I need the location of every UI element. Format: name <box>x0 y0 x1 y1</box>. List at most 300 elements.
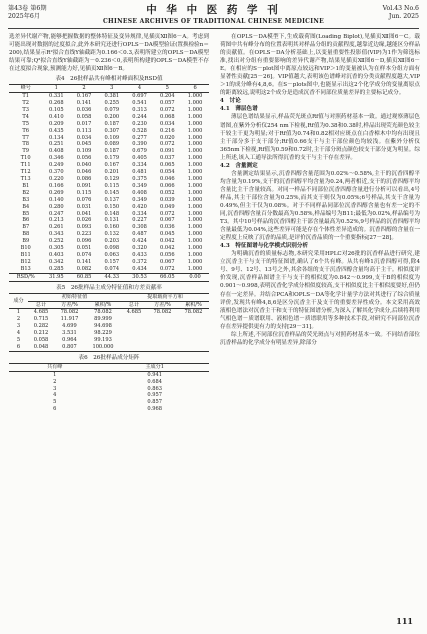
table-cell: 0.093 <box>76 224 92 231</box>
table-cell: 0.372 <box>132 258 147 265</box>
table-cell: RSD/% <box>16 273 35 280</box>
table5-subheader-row <box>9 301 209 309</box>
table-row <box>9 259 209 266</box>
body-paragraph: 薄层色谱结果显示,样品荧光斑点Rf值与对照药材基本一致。通过观察薄层色谱图,在紫外分析仪254 nm下检视,Rf值为0.38和0.38时,样品出现荧光颜色较主干较主干更为明显;对于Rf值为0.74和0.82相对应斑点在白香樟木中均有出现且主干部分多于支干部分;Rf值0.66支干与主干部位颜色均较浅。在紫外分析仪365nm下检视,Rf值为0.59和0.72时,主干部分斑点颜色较支干部分更为明显。综上所述,该入工通导法所得沉香的支干与主干存在差异。 <box>220 114 420 161</box>
table-cell <box>147 330 178 337</box>
table-cell: 0.331 <box>48 93 64 100</box>
table-cell: 0.141 <box>76 100 92 107</box>
journal-title-en: CHINESE ARCHIVES OF TRADITIONAL CHINESE MEDICINE <box>102 18 325 25</box>
table-cell: 0.223 <box>76 231 92 238</box>
table6-header-row <box>9 363 209 371</box>
table-cell: 1 <box>53 371 57 378</box>
table-cell: 0.082 <box>76 265 92 272</box>
table-cell: 0.209 <box>48 120 64 127</box>
table-cell: B1 <box>22 182 30 189</box>
table-cell: 0.307 <box>104 127 120 134</box>
table-cell <box>121 344 147 351</box>
table-cell: 0.408 <box>48 148 64 155</box>
table-cell: 4.685 <box>33 309 49 316</box>
table-cell: 0.113 <box>76 127 92 134</box>
table-row <box>9 309 209 316</box>
table-row <box>9 128 209 135</box>
table-row <box>9 323 209 330</box>
table-cell: 0.346 <box>48 155 64 162</box>
table-cell <box>121 330 147 337</box>
table-row <box>9 231 209 238</box>
date-cn: 2025年6月 <box>8 13 41 20</box>
table-cell: 0.052 <box>159 189 175 196</box>
table-cell: 0.285 <box>48 265 64 272</box>
table-cell: 0.045 <box>76 141 92 148</box>
table-cell: 0.063 <box>104 251 120 258</box>
table-cell: 0.020 <box>159 134 175 141</box>
table-header-cell: 6 <box>193 85 197 92</box>
table-cell: 0.076 <box>76 196 92 203</box>
table-cell: 0.212 <box>33 330 49 337</box>
table4 <box>9 84 209 281</box>
table-cell: 0.137 <box>104 196 120 203</box>
table-cell <box>147 337 178 344</box>
table-cell: B10 <box>20 245 31 252</box>
table-cell: 0.343 <box>48 231 64 238</box>
table-cell: 0.098 <box>104 245 120 252</box>
table-row <box>9 266 209 273</box>
table-cell: 0.187 <box>104 120 120 127</box>
table-cell: 0.056 <box>76 155 92 162</box>
table-cell: 0.334 <box>132 210 147 217</box>
table-cell: T7 <box>22 134 30 141</box>
table-row <box>9 121 209 128</box>
table-cell: 0.045 <box>159 231 175 238</box>
table-cell: 0.216 <box>159 127 175 134</box>
table-cell: 2 <box>53 378 57 385</box>
table-cell: 1.000 <box>187 196 203 203</box>
table-cell: T6 <box>22 127 30 134</box>
table-cell: 0.268 <box>48 100 64 107</box>
table-cell: 0.247 <box>48 210 64 217</box>
left-column <box>9 33 209 413</box>
table-cell: 1.000 <box>187 182 203 189</box>
table-cell: 0.964 <box>62 337 77 344</box>
table-header-cell: 4 <box>137 85 142 92</box>
journal-title-cn: 中 华 中 医 药 学 刊 <box>146 4 281 16</box>
table-cell <box>178 344 209 351</box>
table-cell: 0.089 <box>104 141 120 148</box>
table-cell: 0.403 <box>48 251 64 258</box>
table-cell: 0.375 <box>132 176 147 183</box>
body-paragraph: 综上所述,不同部位沉香样品的荧光斑点与对照药材基本一致。不同结香部位沉香样品的化学成分有明显差异,除部分 <box>220 331 420 346</box>
table-cell: 0.204 <box>159 93 175 100</box>
table-cell: 0.528 <box>132 127 147 134</box>
date-en: Jun. 2025 <box>388 13 419 20</box>
table5 <box>9 293 209 352</box>
table-cell: 1.000 <box>187 120 203 127</box>
table-cell: 2 <box>16 316 21 323</box>
table-cell: 0.220 <box>48 176 64 183</box>
table-cell: 0.017 <box>76 120 92 127</box>
table-cell <box>178 330 209 337</box>
table-cell: 99.193 <box>94 337 112 344</box>
table-cell: 0.040 <box>76 162 92 169</box>
table-row <box>9 392 209 399</box>
table-cell <box>121 337 147 344</box>
table-cell: 44.33 <box>104 273 120 280</box>
table-cell: 0.481 <box>132 169 147 176</box>
table-cell: 1.000 <box>187 245 203 252</box>
table-cell: 0.057 <box>159 100 175 107</box>
body-paragraph: 含量测定结果显示,沉香四醇含量范围为0.02%～0.58%,主干的沉香四醇平均含量为0.19%,支干的沉香四醇平均含量为0.24,两者相近,支干的沉香四醇平均含量比主干含量较高。对同一样品不同部位沉香四醇含量进行分析可以看出,4号样品,其主干部位含量为0.25%,而其支干则仅为0.05%;6号样品,其支干含量为0.49%,但主干仅为0.08%。对于不同样品同部位沉香四醇含量也有差一定的不同,沉香四醇含量百分数最高为0.58%,样品编号为B11;最低为0.02%,样品编号为T3。其中10号样品的沉香四醇主干部含量最高为0.52%,9号样品的沉香四醇平均含量最低为0.04%,这些差异可能是存在个体性差异造成的。沉香四醇的含量在一定程度上反映了沉香的品质,是评价沉香品质的一个重要指标[27－28]。 <box>220 170 420 242</box>
table-cell: 78.082 <box>153 309 172 316</box>
table-cell: 1.000 <box>187 169 203 176</box>
table-cell: 0.381 <box>104 93 120 100</box>
table-cell: 0.140 <box>48 196 64 203</box>
table-header-cell: 共有峰 <box>47 363 63 370</box>
table-cell: 78.082 <box>60 309 79 316</box>
table-cell: 0.166 <box>48 182 64 189</box>
table-cell: 0.957 <box>147 392 163 399</box>
table-cell: 0.715 <box>33 316 49 323</box>
table-cell: 30.53 <box>132 273 147 280</box>
table-cell: 0.072 <box>159 210 175 217</box>
table-cell: 66.05 <box>159 273 175 280</box>
table-row <box>9 176 209 183</box>
table-cell: 98.229 <box>94 330 112 337</box>
table-cell: 0.091 <box>159 148 175 155</box>
table-row <box>9 337 209 344</box>
table-cell: B3 <box>22 196 30 203</box>
table-cell: 0.034 <box>76 134 92 141</box>
table-cell: 0.684 <box>147 378 163 385</box>
table-cell: 94.698 <box>94 323 112 330</box>
table-header-cell: 总计 <box>35 301 47 308</box>
table-cell: 0.405 <box>132 155 147 162</box>
table-cell: 6 <box>53 406 57 413</box>
volume-issue-en: Vol.43 No.6 <box>382 5 419 12</box>
subsection-heading: 4.2 含量测定 <box>220 162 258 169</box>
table-cell <box>121 323 147 330</box>
table6 <box>9 363 209 413</box>
table-cell: T5 <box>22 120 30 127</box>
table-cell: 78.082 <box>184 309 203 316</box>
section-heading: 4 讨论 <box>220 98 241 105</box>
table-cell: 0.227 <box>132 217 147 224</box>
table-cell: 89.999 <box>94 316 112 323</box>
table-cell: 1.000 <box>187 176 203 183</box>
table-cell <box>178 337 209 344</box>
table-cell: 0.134 <box>48 134 64 141</box>
table-cell: 0.036 <box>159 224 175 231</box>
table-cell: 0.349 <box>132 196 147 203</box>
table-cell: B12 <box>20 258 31 265</box>
table-cell: 1.000 <box>187 231 203 238</box>
table-cell: 0.313 <box>132 106 147 113</box>
table-cell: B11 <box>20 251 31 258</box>
table-cell: 1.000 <box>187 155 203 162</box>
table-cell: 0.679 <box>132 148 147 155</box>
table-cell <box>147 323 178 330</box>
table-header-cell: 2 <box>82 85 86 92</box>
table-cell: 0.145 <box>104 189 120 196</box>
table-cell: 1.000 <box>187 203 203 210</box>
table-row <box>9 330 209 337</box>
table-cell: 0.041 <box>76 210 92 217</box>
table-row <box>9 252 209 259</box>
table-cell: 0.066 <box>159 182 175 189</box>
table-cell: 0.036 <box>76 106 92 113</box>
table-cell: 1.000 <box>187 258 203 265</box>
table-cell: 1.000 <box>187 217 203 224</box>
table5-group2-header: 提取载荷平方和 <box>121 293 209 301</box>
table-cell <box>178 316 209 323</box>
table-cell: 0.200 <box>104 113 120 120</box>
table-row <box>9 245 209 252</box>
page-number: 111 <box>396 616 413 626</box>
table-cell: 0.370 <box>48 169 64 176</box>
table-cell: 0.390 <box>132 141 147 148</box>
table-cell: 78.082 <box>94 309 112 316</box>
table-cell: 100.000 <box>92 343 114 350</box>
table-cell: 0.187 <box>104 148 120 155</box>
table-cell: 0.068 <box>159 113 175 120</box>
table-cell: 0.342 <box>48 258 64 265</box>
table-cell: T10 <box>20 155 31 162</box>
table-row <box>9 344 209 351</box>
table-cell: 1.000 <box>187 162 203 169</box>
table-cell <box>178 323 209 330</box>
table-cell: 0.435 <box>48 127 64 134</box>
table-header-cell: 3 <box>110 85 114 92</box>
table-cell: 4 <box>16 330 21 337</box>
table-row <box>9 148 209 155</box>
table5-label-header: 成分 <box>9 293 28 309</box>
table-cell: 0.042 <box>159 238 175 245</box>
table-cell: 0.131 <box>104 217 120 224</box>
table-cell: 0.031 <box>76 203 92 210</box>
table-cell: 0.067 <box>159 258 175 265</box>
table-row <box>9 386 209 393</box>
table-cell: 0.141 <box>76 258 92 265</box>
table-header-cell: 1 <box>54 85 58 92</box>
table-cell: 1.000 <box>187 100 203 107</box>
table-header-cell: 峰号 <box>20 85 31 92</box>
table-cell: 0.067 <box>159 217 175 224</box>
table-row <box>9 100 209 107</box>
table-cell: 0.148 <box>104 210 120 217</box>
table-cell: T1 <box>22 93 30 100</box>
table-row <box>9 371 209 378</box>
table-cell: 0.132 <box>104 231 120 238</box>
table-cell <box>147 316 178 323</box>
table-cell: 1.000 <box>187 238 203 245</box>
table-cell: 0.213 <box>48 217 64 224</box>
table-row <box>9 162 209 169</box>
table-cell: 0.051 <box>76 245 92 252</box>
table-cell: 0.026 <box>76 217 92 224</box>
table-cell: 0.046 <box>76 169 92 176</box>
table-cell <box>147 344 178 351</box>
table-cell: 0.039 <box>159 196 175 203</box>
table-cell: 0.056 <box>159 251 175 258</box>
table-cell: 1.000 <box>187 134 203 141</box>
table-row <box>9 114 209 121</box>
volume-issue-cn: 第43卷 第6期 <box>8 5 47 12</box>
table-cell: B13 <box>20 265 31 272</box>
table6-caption: 表6 26批样品成分矩阵 <box>78 354 140 361</box>
table-cell: 0.424 <box>132 238 147 245</box>
table-cell: 0.167 <box>76 93 92 100</box>
table-cell: 0.058 <box>76 113 92 120</box>
subsection-heading: 4.1 薄层色谱 <box>220 106 258 113</box>
table-cell: 0.037 <box>159 155 175 162</box>
table-cell: 0.079 <box>104 106 120 113</box>
table-cell: T2 <box>22 100 30 107</box>
table-cell: 0.042 <box>159 245 175 252</box>
table-row <box>9 204 209 211</box>
header-rule <box>8 28 419 29</box>
table-row <box>9 190 209 197</box>
table-cell: 0.277 <box>132 134 147 141</box>
table-cell: 3 <box>16 323 21 330</box>
table-cell: 0.074 <box>76 251 92 258</box>
table-cell: 0.157 <box>104 258 120 265</box>
table-row <box>9 238 209 245</box>
table-cell: T8 <box>22 141 30 148</box>
table-cell: 0.434 <box>132 265 147 272</box>
table-cell: 0.203 <box>104 238 120 245</box>
table-cell: 0.115 <box>76 189 92 196</box>
table-cell: B4 <box>22 203 30 210</box>
table-cell: 0.941 <box>147 371 163 378</box>
table-row <box>9 217 209 224</box>
table-cell: 0.096 <box>76 238 92 245</box>
table-cell: 0.058 <box>33 337 49 344</box>
table-row <box>9 169 209 176</box>
table-cell: 0.065 <box>159 162 175 169</box>
table4-caption: 表4 26批样品共有峰相对峰面积及RSD值 <box>55 76 163 83</box>
table-cell: 0.230 <box>132 120 147 127</box>
table-row <box>9 224 209 231</box>
table-header-cell: 累积/% <box>94 301 112 308</box>
table-cell: 0.968 <box>147 406 163 413</box>
table-cell: 0.305 <box>48 245 64 252</box>
table-cell: 0.129 <box>104 176 120 183</box>
table-header-cell: 方差/% <box>154 301 171 308</box>
table-cell: 0.408 <box>132 189 147 196</box>
right-column <box>220 33 420 347</box>
table-cell: 0.334 <box>132 162 147 169</box>
table5-caption: 表5 26批样品主成分特征值和方差贡献率 <box>56 284 162 291</box>
table-row <box>9 406 209 413</box>
table-row <box>9 316 209 323</box>
table-cell: 1.000 <box>187 113 203 120</box>
table-row <box>9 399 209 406</box>
table-header-cell: 总计 <box>128 301 140 308</box>
table-cell: 11.917 <box>60 316 79 323</box>
table-cell: 1.000 <box>187 106 203 113</box>
table-cell: 0.091 <box>76 182 92 189</box>
table-cell: 0.072 <box>159 265 175 272</box>
table-cell: 0.433 <box>132 251 147 258</box>
table-cell: 0.150 <box>104 203 120 210</box>
body-paragraph: 为明确沉香的质量标志物,本研究采用HPLC对26批的沉香样品进行研究,建立沉香主干与支干的特征图谱,确认了6个共有峰。从共有峰1沉香四醇可得,除4号、9号、12号、13号之外,其余各组的支干沉香四醇含量均高于主干。相似度评价发现,沉香样品图谱主干与支干的相似度为0.842～0.999,支干B的相似度为0.901～0.998,表明沉香化学成分相似度较高,支干相似度比主干相似度要好,但仍存在一定差异。并结合PCA和OPLS－DA等化学计量学方法对其进行了综合质量评价,发现共有峰4,8,6是区分沉香主干及支干的重要差异性成分。本文采用高效液相色谱法对沉香主干和支干的特征图谱分析,为深入了解其化学成分,后续将利用气相色谱－质谱联用、液相色谱－质谱联用等多种技术手段,对研究不同部位沉香存在差异提供更有力的支持[29－31]。 <box>220 251 420 330</box>
table-cell: 1.000 <box>187 93 203 100</box>
table-cell: 0.255 <box>104 100 120 107</box>
table-cell: 0.048 <box>33 343 49 350</box>
table-header-cell: 方差/% <box>61 301 78 308</box>
table-cell: 0.00 <box>189 273 201 280</box>
table-cell: 4.699 <box>62 323 77 330</box>
table-cell: 1.000 <box>187 127 203 134</box>
table5-group1-header: 初始特征值 <box>28 293 121 301</box>
table-cell: 0.261 <box>48 224 64 231</box>
table-cell: 5 <box>16 337 21 344</box>
table-header-cell: 5 <box>165 85 169 92</box>
table-cell: 0.282 <box>33 323 49 330</box>
table4-header-row <box>9 85 209 93</box>
table-cell: 0.857 <box>147 399 163 406</box>
table-cell: B5 <box>22 210 30 217</box>
table-cell: 0.269 <box>48 189 64 196</box>
table-header-cell: 累积/% <box>185 301 202 308</box>
table-cell: 4.685 <box>126 309 142 316</box>
table-cell: 0.244 <box>132 113 147 120</box>
table-cell: 1 <box>16 309 21 316</box>
table-cell: 0.167 <box>104 162 120 169</box>
table-row <box>9 379 209 386</box>
body-paragraph: 选差异代谢产物,能够把握数据的整体特征及变异规律,见插页Ⅻ图6－A。考虑到可能出现对数据的过度拟合,此外本研究还进行OPLS－DA模型验证(置换检验n＝200),结果显示R²拟合直线Y轴截距为0.166＜0.3,表明所建立的OPLS－DA模型结果可靠;Q²拟合直线Y轴截距为－0.236＜0,表明所构建的OPLS－DA模型不存在过度拟合现象,预测能力好,见插页Ⅻ图6－B。 <box>9 34 209 73</box>
table-row <box>9 183 209 190</box>
table-cell: 3 <box>53 385 57 392</box>
table-cell: 31.95 <box>48 273 64 280</box>
table-cell: T4 <box>22 113 30 120</box>
table-row <box>9 141 209 148</box>
table-cell: T13 <box>20 176 31 183</box>
table4-rsd-row <box>9 273 209 281</box>
table-cell: 0.410 <box>48 113 64 120</box>
header-right <box>383 5 419 21</box>
table-cell: 1.000 <box>187 189 203 196</box>
table-cell: 0.308 <box>132 224 147 231</box>
table-cell: 1.000 <box>187 210 203 217</box>
table-cell: 0.807 <box>62 343 77 350</box>
table-cell: 0.201 <box>104 169 120 176</box>
table-cell: T11 <box>20 162 31 169</box>
table-cell: 0.251 <box>48 141 64 148</box>
table-cell: 0.280 <box>48 203 64 210</box>
table-cell: 0.074 <box>104 265 120 272</box>
table-cell: B7 <box>22 224 30 231</box>
table-cell: B8 <box>22 231 30 238</box>
table-cell: 3.531 <box>62 330 77 337</box>
table-cell: 1.000 <box>187 148 203 155</box>
table-cell: 0.320 <box>132 245 147 252</box>
table-cell: 0.054 <box>159 169 175 176</box>
table-cell: 0.086 <box>76 176 92 183</box>
table-cell: 0.072 <box>159 106 175 113</box>
table-cell: 0.541 <box>132 100 147 107</box>
table-cell: 1.000 <box>187 265 203 272</box>
table-cell: 0.863 <box>147 385 163 392</box>
table-cell: 0.487 <box>132 231 147 238</box>
table-cell: 5 <box>53 399 57 406</box>
table-header-cell: 主成分1 <box>145 363 164 370</box>
table-cell: 0.160 <box>104 224 120 231</box>
table-cell: 0.697 <box>132 93 147 100</box>
table-cell: 1.000 <box>187 224 203 231</box>
table-cell: T9 <box>22 148 30 155</box>
table-cell: 0.109 <box>76 148 92 155</box>
table-cell: B9 <box>22 238 30 245</box>
